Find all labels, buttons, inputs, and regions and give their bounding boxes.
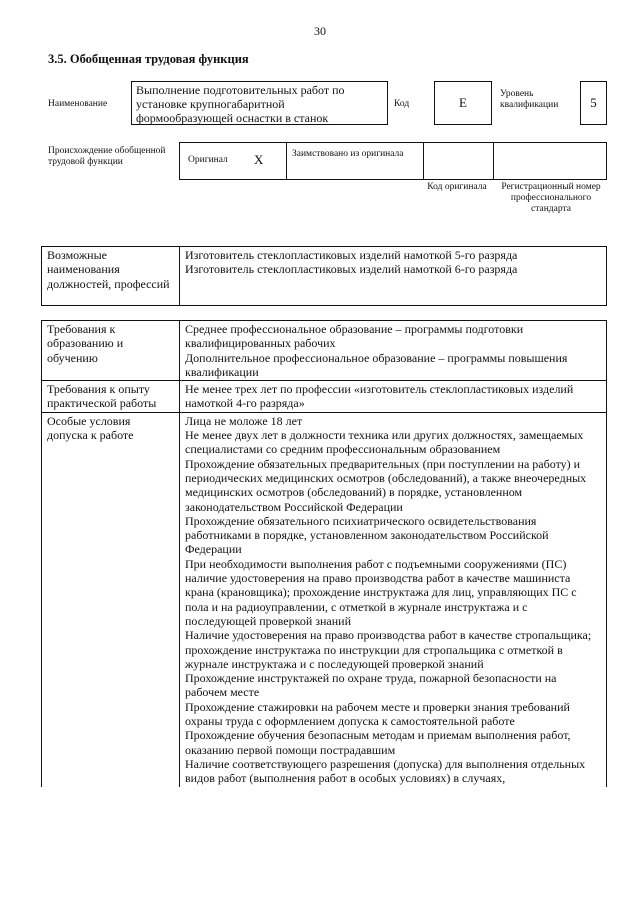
list-item: Прохождение обучения безопасным методам и приемам выполнения работ, оказанию первой помощи пострадавшим bbox=[185, 728, 571, 757]
level-value-box bbox=[580, 81, 607, 125]
page-number: 30 bbox=[314, 24, 326, 38]
table-row bbox=[42, 381, 607, 413]
origin-row bbox=[179, 142, 607, 180]
experience-values bbox=[180, 381, 607, 413]
education-label: Требования к образованию и обучению bbox=[42, 321, 180, 381]
list-item: Не менее двух лет в должности техника или других должностях, замещаемых специалистами со средним профессиональным образованием bbox=[185, 428, 584, 457]
list-item: Наличие соответствующего разрешения (допуска) для выполнения отдельных видов работ (выполнения работ в особых условиях) в случаях, bbox=[185, 756, 586, 786]
level-label: Уровень квалификации bbox=[500, 89, 559, 110]
admission-values bbox=[180, 412, 607, 786]
list-item: Изготовитель стеклопластиковых изделий намоткой 5-го разряда bbox=[185, 248, 518, 262]
code-original-cell bbox=[424, 143, 494, 179]
original-label: Оригинал bbox=[188, 155, 228, 165]
list-item: Прохождение обязательного психиатрического освидетельствования работниками в порядке, установленном законодательством Российской Федерации bbox=[185, 513, 549, 557]
name-label: Наименование bbox=[48, 99, 108, 109]
table-row bbox=[42, 247, 607, 306]
reg-number-label: Регистрационный номер профессионального стандарта bbox=[501, 182, 601, 214]
list-item: Наличие удостоверения на право производства работ в качестве стропальщика; прохождение инструктажа по инструкции для стропальщика с отметкой в журнале инструктажа и с последующей проверкой знаний bbox=[185, 628, 592, 671]
table-row bbox=[42, 321, 607, 381]
borrowed-label: Заимствовано из оригинала bbox=[292, 149, 404, 159]
experience-label: Требования к опыту практической работы bbox=[42, 381, 180, 413]
education-values bbox=[180, 321, 607, 381]
original-mark: X bbox=[254, 152, 264, 167]
list-item: Прохождение инструктажей по охране труда, пожарной безопасности на рабочем месте bbox=[185, 671, 557, 700]
requirements-table bbox=[41, 320, 607, 787]
section-title: 3.5. Обобщенная трудовая функция bbox=[48, 52, 249, 66]
table-row bbox=[42, 412, 607, 786]
list-item: Среднее профессиональное образование – программы подготовки квалифицированных рабочих bbox=[185, 322, 524, 351]
code-label: Код bbox=[394, 99, 410, 109]
positions-table bbox=[41, 246, 607, 306]
original-cell bbox=[180, 143, 287, 179]
list-item: Прохождение обязательных предварительных (при поступлении на работу) и периодических медицинских осмотров (обследований), а также внеочередных медицинских осмотров (обследований) в порядке, установленном законодательством Российской Федерации bbox=[185, 456, 587, 514]
name-value-box bbox=[131, 81, 388, 125]
list-item: Дополнительное профессиональное образование – программы повышения квалификации bbox=[185, 350, 568, 379]
list-item: Прохождение стажировки на рабочем месте и проверки знания требований охраны труда с оформлением допуска к самостоятельной работе bbox=[185, 699, 570, 729]
list-item: Лица не моложе 18 лет bbox=[185, 413, 303, 428]
borrowed-cell bbox=[287, 143, 424, 179]
list-item: При необходимости выполнения работ с подъемными сооружениями (ПС) наличие удостоверения на право производства работ в качестве машиниста крана (крановщика); прохождение инструктажа для лиц, управляющих ПС с пола и на радиоуправлении, с отметкой в журнале инструктажа и с последующей проверкой знаний bbox=[185, 556, 577, 628]
positions-values bbox=[180, 247, 607, 306]
list-item: Не менее трех лет по профессии «изготовитель стеклопластиковых изделий намоткой 4-го разряда» bbox=[185, 382, 574, 411]
code-original-label: Код оригинала bbox=[427, 182, 487, 192]
admission-label: Особые условия допуска к работе bbox=[42, 412, 180, 786]
reg-number-cell bbox=[494, 143, 606, 179]
code-value-box bbox=[434, 81, 492, 125]
origin-label: Происхождение обобщенной трудовой функции bbox=[48, 146, 166, 167]
level-value: 5 bbox=[590, 95, 597, 110]
code-value: E bbox=[459, 95, 467, 110]
list-item: Изготовитель стеклопластиковых изделий намоткой 6-го разряда bbox=[185, 262, 518, 277]
positions-label: Возможные наименования должностей, профессий bbox=[42, 247, 180, 306]
name-value: Выполнение подготовительных работ по установке крупногабаритной формообразующей оснастки в станок bbox=[136, 83, 345, 125]
